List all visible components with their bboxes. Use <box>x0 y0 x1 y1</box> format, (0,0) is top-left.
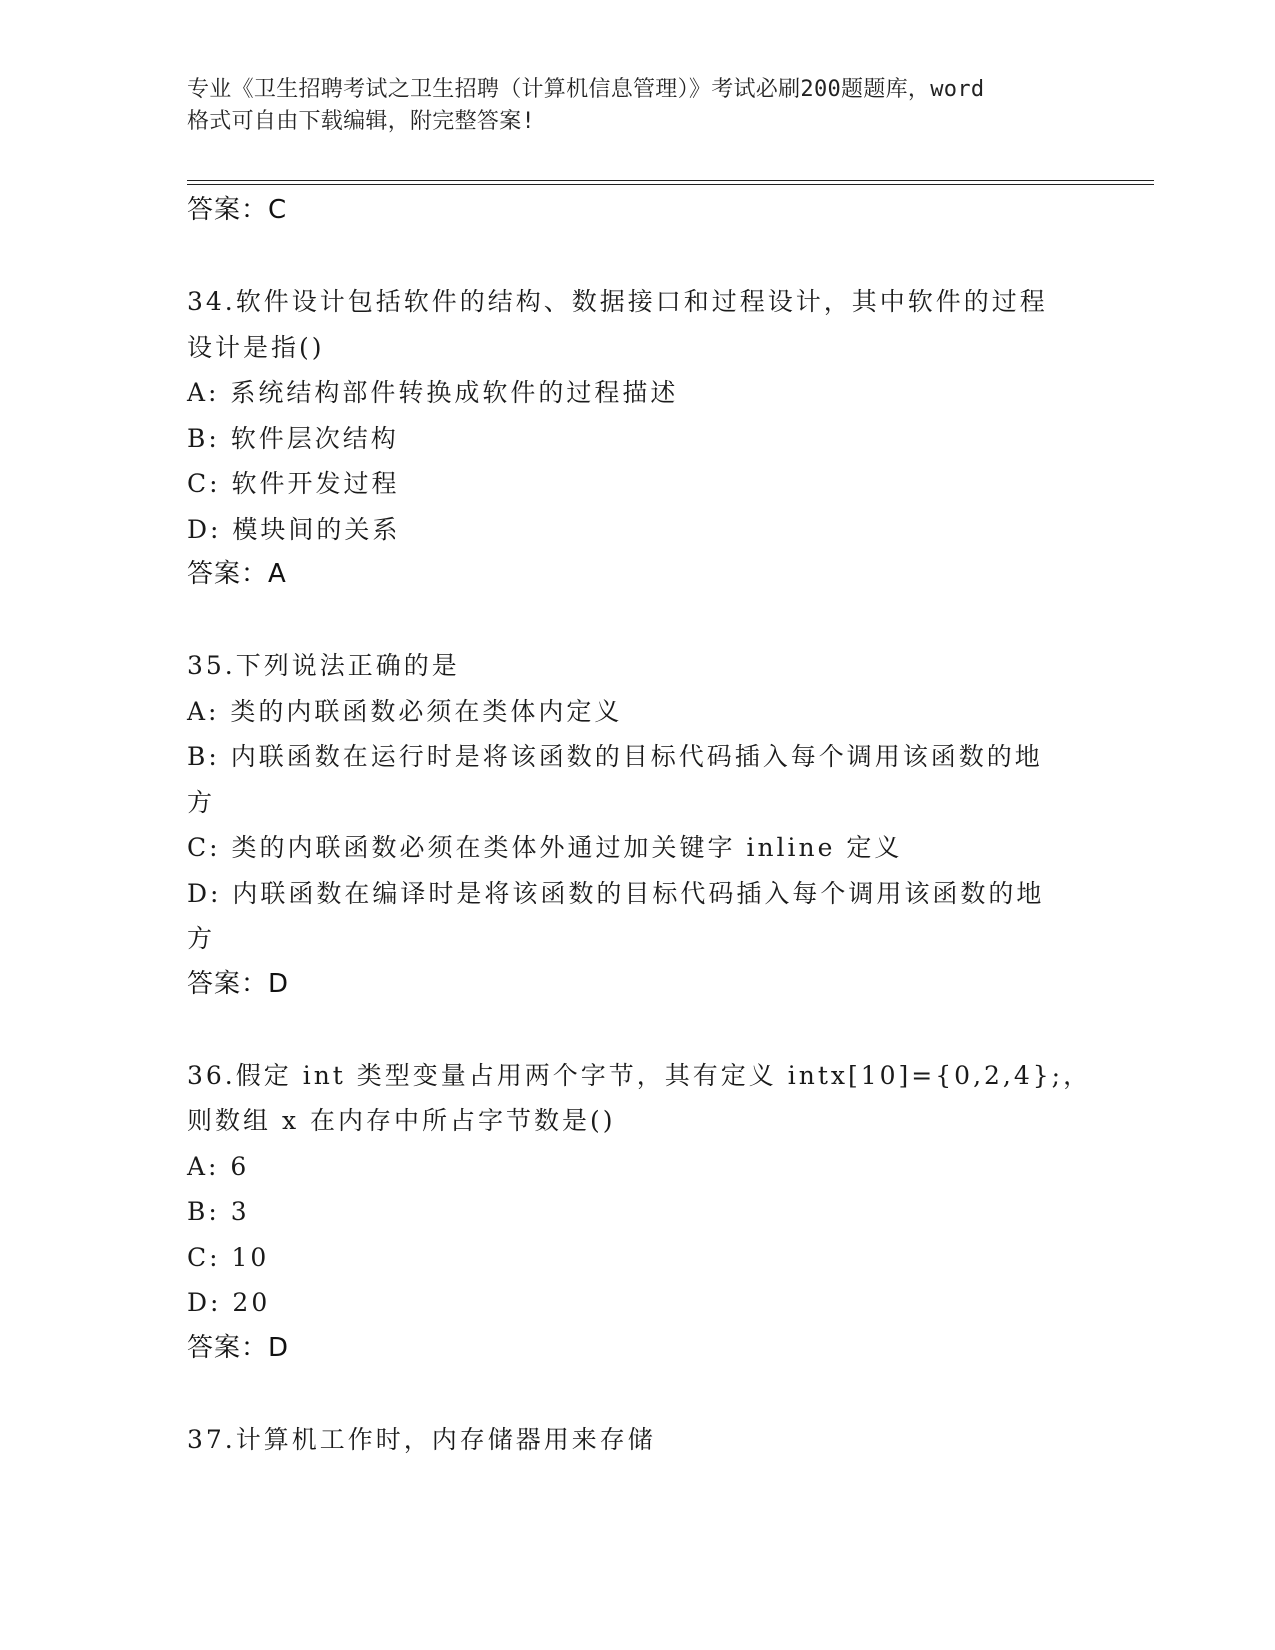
header-divider-bottom <box>187 184 1154 185</box>
header-divider-top <box>187 180 1154 181</box>
option-b: B: 3 <box>187 1197 250 1226</box>
question-stem: 37.计算机工作时，内存储器用来存储 <box>187 1424 656 1454</box>
question-35 <box>187 643 1087 1007</box>
answer-q33: 答案：C <box>187 195 288 225</box>
question-stem: 35.下列说法正确的是 <box>187 651 460 680</box>
option-d: D: 内联函数在编译时是将该函数的目标代码插入每个调用该函数的地 <box>187 878 1045 908</box>
question-stem: 36.假定 int 类型变量占用两个字节，其有定义 intx[10]={0,2,4};， <box>187 1060 1092 1090</box>
option-c: C: 软件开发过程 <box>187 469 400 498</box>
question-stem: 34.软件设计包括软件的结构、数据接口和过程设计，其中软件的过程 <box>187 287 1048 316</box>
question-37 <box>187 1417 1087 1463</box>
option-c: C: 类的内联函数必须在类体外通过加关键字 inline 定义 <box>187 833 903 862</box>
option-a: A: 类的内联函数必须在类体内定义 <box>187 696 623 726</box>
question-stem-continued: 则数组 x 在内存中所占字节数是() <box>187 1106 616 1135</box>
spacer <box>187 234 1087 280</box>
answer-q34: 答案：A <box>187 559 287 589</box>
option-d: D: 模块间的关系 <box>187 514 401 544</box>
option-a: A: 6 <box>187 1151 250 1181</box>
option-b: B: 内联函数在运行时是将该函数的目标代码插入每个调用该函数的地 <box>187 742 1043 771</box>
document-header <box>187 74 1087 138</box>
option-d: D: 20 <box>187 1288 271 1317</box>
answer-q35: 答案：D <box>187 968 290 999</box>
option-d-continued: 方 <box>187 924 216 953</box>
spacer <box>187 1371 1087 1417</box>
question-36 <box>187 1053 1092 1372</box>
option-b: B: 软件层次结构 <box>187 423 399 453</box>
spacer <box>187 598 1087 644</box>
question-stem-continued: 设计是指() <box>187 332 325 362</box>
option-a: A: 系统结构部件转换成软件的过程描述 <box>187 378 679 407</box>
header-line-1: 专业《卫生招聘考试之卫生招聘（计算机信息管理）》考试必刷200题题库，word <box>187 77 985 102</box>
spacer <box>187 1007 1087 1053</box>
option-c: C: 10 <box>187 1242 270 1272</box>
option-b-continued: 方 <box>187 787 216 817</box>
header-line-2: 格式可自由下载编辑，附完整答案! <box>187 109 536 134</box>
question-content <box>187 188 1092 1462</box>
question-34 <box>187 279 1087 598</box>
answer-q36: 答案：D <box>187 1332 290 1363</box>
